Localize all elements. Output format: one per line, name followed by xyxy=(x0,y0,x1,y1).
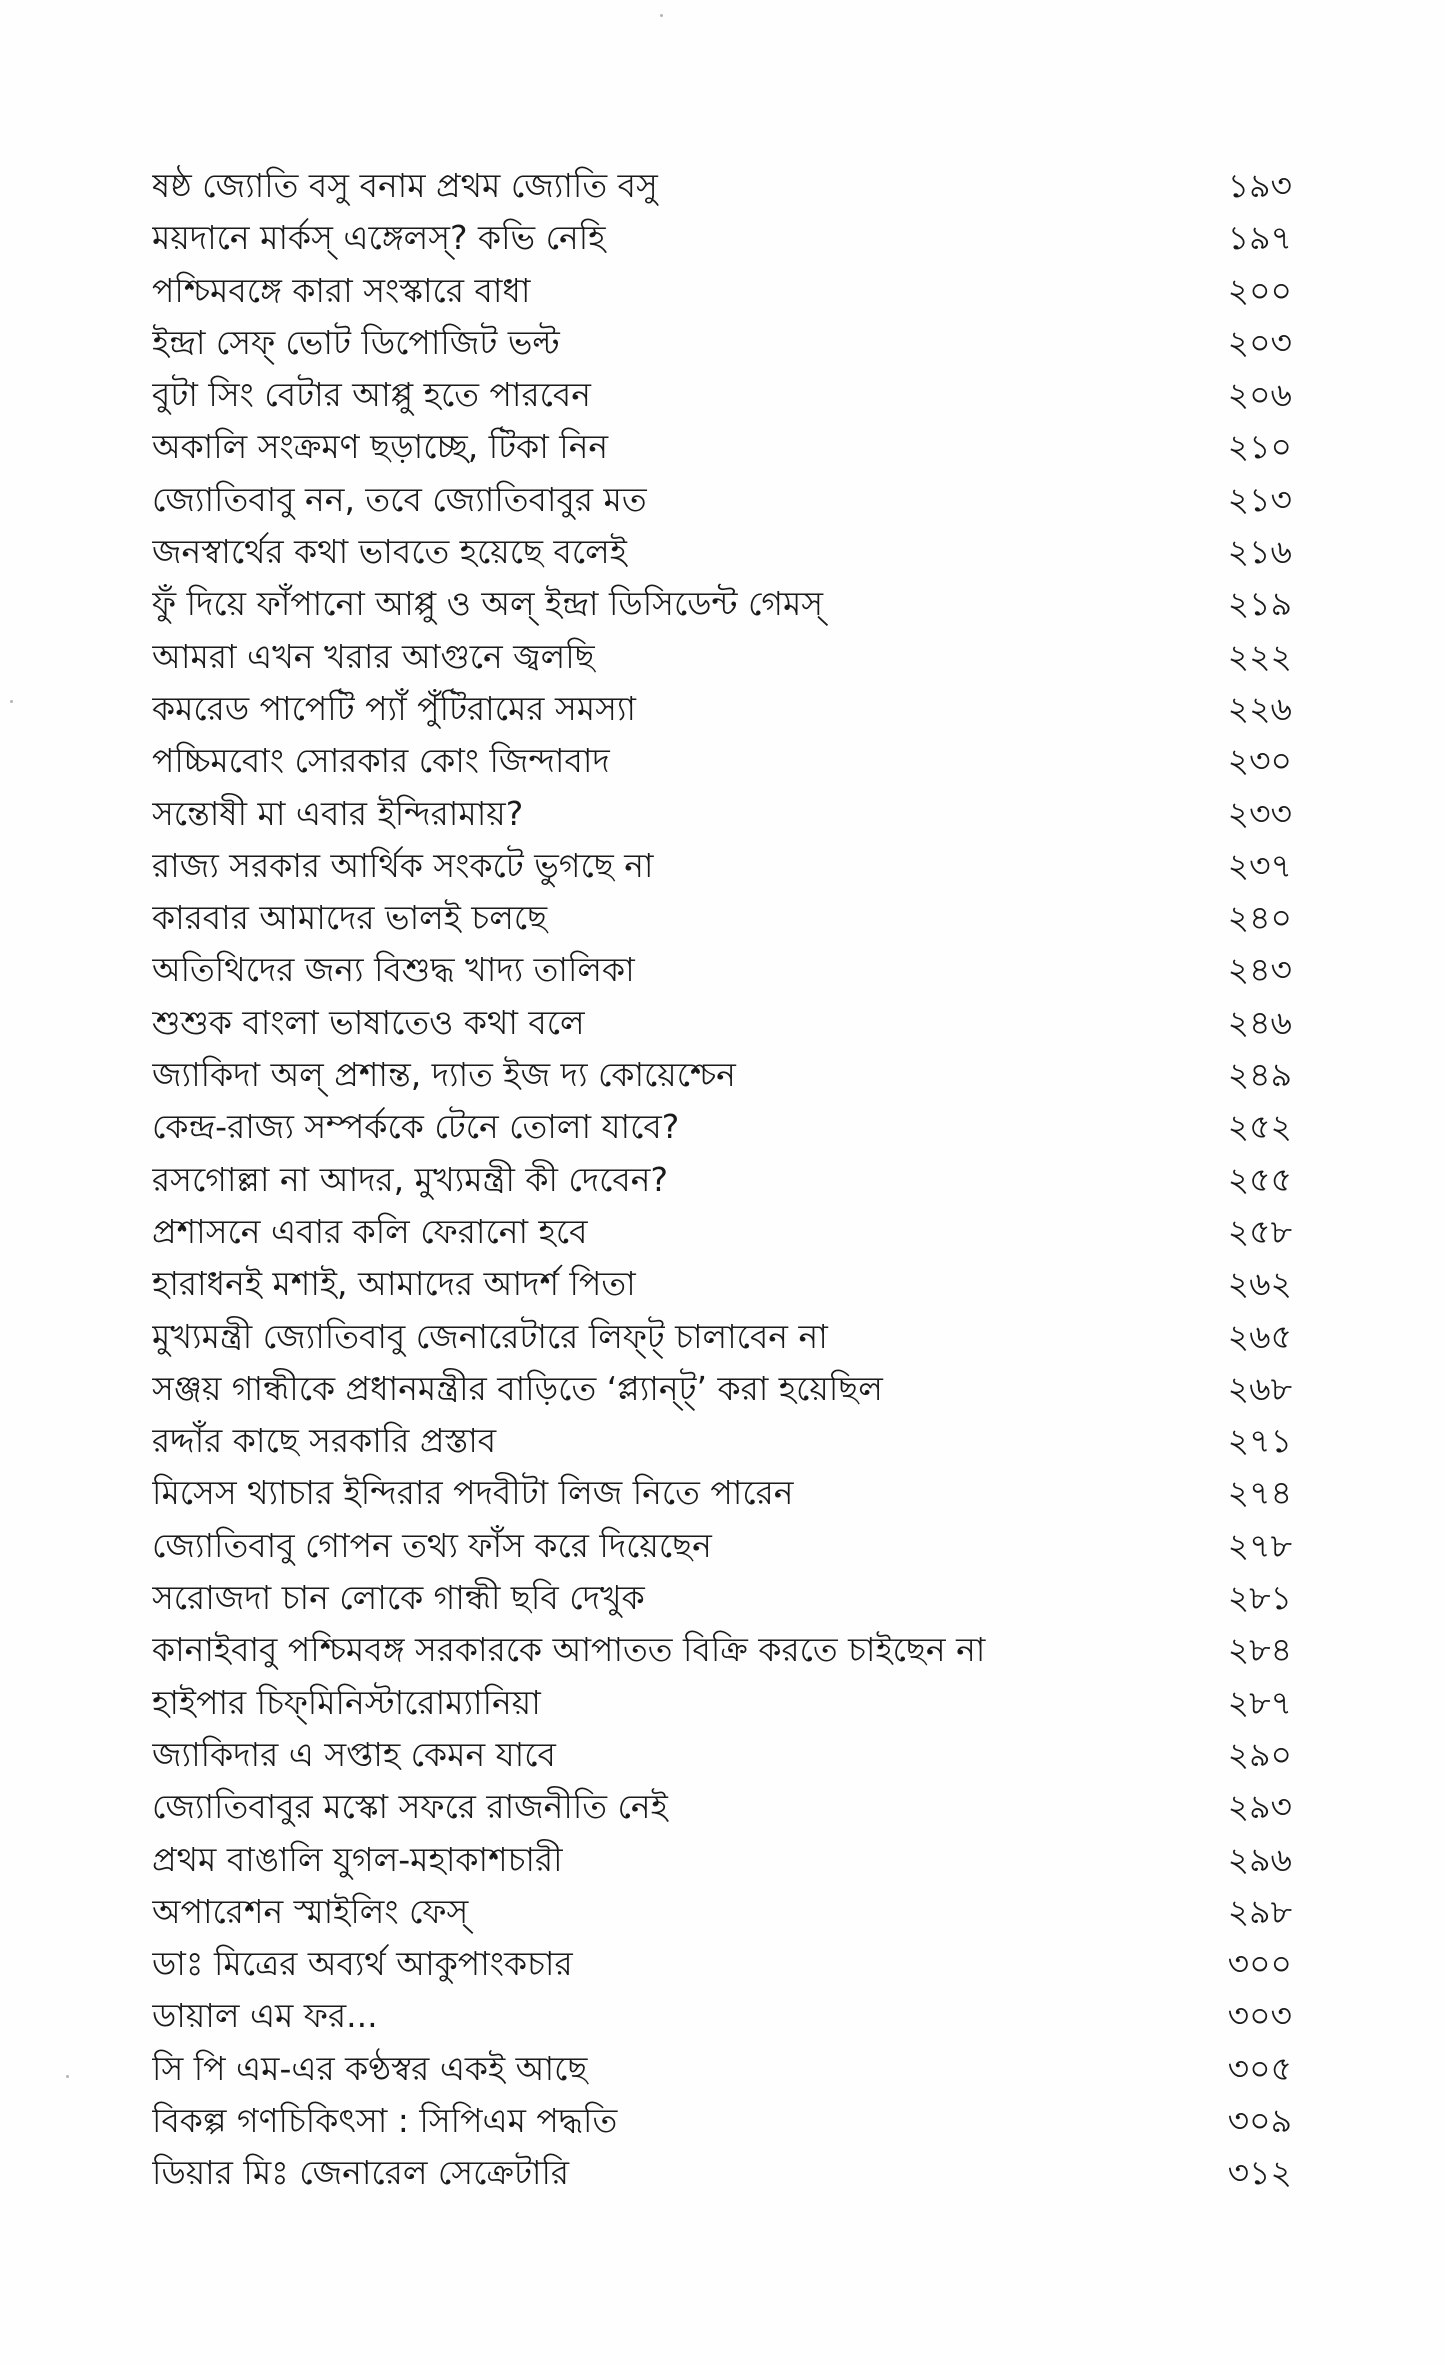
toc-entry-title: জ্যাকিদা অল্‌ প্রশান্ত, দ্যাত ইজ দ্য কোয়েশ্চেন xyxy=(152,1055,736,1095)
toc-entry xyxy=(152,1467,1292,1519)
toc-entry-page-number: ২৮৭ xyxy=(1227,1682,1292,1722)
toc-entry-page-number: ২৫৮ xyxy=(1227,1211,1292,1251)
toc-entry-page-number: ২১০ xyxy=(1227,427,1292,467)
toc-entry-page-number: ২৯০ xyxy=(1227,1734,1292,1774)
toc-entry-title: অপারেশন স্মাইলিং ফেস্‌ xyxy=(152,1891,469,1931)
toc-entry xyxy=(152,1049,1292,1101)
toc-entry xyxy=(152,1101,1292,1153)
toc-entry-title: কানাইবাবু পশ্চিমবঙ্গ সরকারকে আপাতত বিক্রি করতে চাইছেন না xyxy=(152,1630,986,1670)
toc-entry xyxy=(152,1258,1292,1310)
toc-entry-title: ডায়াল এম ফর... xyxy=(152,1996,378,2036)
toc-entry xyxy=(152,2147,1292,2199)
toc-entry-page-number: ২৯৩ xyxy=(1227,1787,1292,1827)
toc-entry-page-number: ২২২ xyxy=(1227,636,1292,676)
toc-entry-title: ইন্দ্রা সেফ্‌ ভোট ডিপোজিট ভল্ট xyxy=(152,322,560,362)
toc-entry-page-number: ২৭৪ xyxy=(1227,1473,1292,1513)
toc-entry-title: অতিথিদের জন্য বিশুদ্ধ খাদ্য তালিকা xyxy=(152,950,635,990)
toc-entry xyxy=(152,1781,1292,1833)
toc-entry-page-number: ২৩৭ xyxy=(1227,845,1292,885)
toc-entry xyxy=(152,526,1292,578)
toc-entry-title: মুখ্যমন্ত্রী জ্যোতিবাবু জেনারেটারে লিফ্‌ট্‌ চালাবেন না xyxy=(152,1316,828,1356)
toc-entry-title: পচ্চিমবোং সোরকার কোং জিন্দাবাদ xyxy=(152,741,610,781)
toc-entry-page-number: ২৫৫ xyxy=(1227,1159,1292,1199)
toc-entry-title: সঞ্জয় গান্ধীকে প্রধানমন্ত্রীর বাড়িতে ‘প্ল্যান্ট্‌’ করা হয়েছিল xyxy=(152,1368,883,1408)
toc-entry-title: ফুঁ দিয়ে ফাঁপানো আপ্পু ও অল্‌ ইন্দ্রা ডিসিডেন্ট গেমস্‌ xyxy=(152,584,824,624)
toc-entry-page-number: ২৯৮ xyxy=(1227,1891,1292,1931)
toc-entry-page-number: ২৩০ xyxy=(1227,741,1292,781)
toc-entry-page-number: ২৯৬ xyxy=(1227,1839,1292,1879)
toc-entry-title: সন্তোষী মা এবার ইন্দিরামায়? xyxy=(152,793,524,833)
toc-entry-page-number: ৩০৯ xyxy=(1227,2100,1292,2140)
paper-speck xyxy=(660,14,663,17)
toc-entry xyxy=(152,1415,1292,1467)
toc-entry-title: কমরেড পাপেটি প্যাঁ পুঁটিরামের সমস্যা xyxy=(152,688,637,728)
toc-entry xyxy=(152,1677,1292,1729)
toc-entry-page-number: ২৪০ xyxy=(1227,898,1292,938)
toc-entry-title: শুশুক বাংলা ভাষাতেও কথা বলে xyxy=(152,1002,585,1042)
toc-entry-page-number: ২৪৯ xyxy=(1227,1055,1292,1095)
toc-entry-page-number: ২০৬ xyxy=(1227,375,1292,415)
toc-entry-title: রসগোল্লা না আদর, মুখ্যমন্ত্রী কী দেবেন? xyxy=(152,1159,668,1199)
toc-entry-title: কেন্দ্র-রাজ্য সম্পর্ককে টেনে তোলা যাবে? xyxy=(152,1107,680,1147)
toc-entry xyxy=(152,1206,1292,1258)
toc-entry xyxy=(152,944,1292,996)
toc-entry-page-number: ২৬৮ xyxy=(1227,1368,1292,1408)
toc-entry-title: রাজ্য সরকার আর্থিক সংকটে ভুগছে না xyxy=(152,845,654,885)
toc-entry-page-number: ২১৩ xyxy=(1227,479,1292,519)
toc-entry-page-number: ২৬৫ xyxy=(1227,1316,1292,1356)
table-of-contents xyxy=(152,160,1292,2200)
toc-entry-page-number: ২৩৩ xyxy=(1227,793,1292,833)
toc-entry-page-number: ২০৩ xyxy=(1227,322,1292,362)
toc-entry-page-number: ৩০০ xyxy=(1227,1944,1292,1984)
toc-entry-page-number: ৩০৩ xyxy=(1227,1996,1292,2036)
toc-entry xyxy=(152,1154,1292,1206)
toc-entry xyxy=(152,1520,1292,1572)
toc-entry-title: ময়দানে মার্কস্‌ এঙ্গেলস্‌? কভি নেহি xyxy=(152,218,606,258)
toc-entry xyxy=(152,1311,1292,1363)
toc-entry xyxy=(152,997,1292,1049)
toc-entry-title: আমরা এখন খরার আগুনে জ্বলছি xyxy=(152,636,595,676)
toc-entry-title: হারাধনই মশাই, আমাদের আদর্শ পিতা xyxy=(152,1264,636,1304)
toc-entry-page-number: ৩১২ xyxy=(1227,2153,1292,2193)
toc-entry xyxy=(152,1624,1292,1676)
toc-entry-title: বুটা সিং বেটার আপ্পু হতে পারবেন xyxy=(152,375,591,415)
toc-entry xyxy=(152,265,1292,317)
toc-entry-title: জনস্বার্থের কথা ভাবতে হয়েছে বলেই xyxy=(152,532,627,572)
toc-entry xyxy=(152,1363,1292,1415)
toc-entry xyxy=(152,2043,1292,2095)
toc-entry-title: জ্যাকিদার এ সপ্তাহ কেমন যাবে xyxy=(152,1734,556,1774)
toc-entry-title: ডিয়ার মিঃ জেনারেল সেক্রেটারি xyxy=(152,2153,570,2193)
toc-entry-page-number: ২৭১ xyxy=(1227,1421,1292,1461)
toc-entry-title: মিসেস থ্যাচার ইন্দিরার পদবীটা লিজ নিতে পারেন xyxy=(152,1473,794,1513)
toc-entry-title: প্রথম বাঙালি যুগল-মহাকাশচারী xyxy=(152,1839,563,1879)
toc-entry-title: ষষ্ঠ জ্যোতি বসু বনাম প্রথম জ্যোতি বসু xyxy=(152,166,658,205)
toc-entry-page-number: ১৯৩ xyxy=(1227,166,1292,205)
toc-entry xyxy=(152,160,1292,212)
toc-entry-title: সি পি এম-এর কণ্ঠস্বর একই আছে xyxy=(152,2048,588,2088)
toc-entry xyxy=(152,892,1292,944)
toc-entry xyxy=(152,212,1292,264)
toc-entry-page-number: ২১৯ xyxy=(1227,584,1292,624)
toc-entry-page-number: ২৬২ xyxy=(1227,1264,1292,1304)
toc-entry xyxy=(152,1990,1292,2042)
toc-entry-title: অকালি সংক্রমণ ছড়াচ্ছে, টিকা নিন xyxy=(152,427,609,467)
paper-speck xyxy=(10,700,13,703)
toc-entry xyxy=(152,421,1292,473)
toc-entry-title: কারবার আমাদের ভালই চলছে xyxy=(152,898,548,938)
toc-entry-title: প্রশাসনে এবার কলি ফেরানো হবে xyxy=(152,1211,588,1251)
toc-entry xyxy=(152,369,1292,421)
toc-entry xyxy=(152,578,1292,630)
toc-entry-title: জ্যোতিবাবু নন, তবে জ্যোতিবাবুর মত xyxy=(152,479,647,519)
toc-entry-title: রদ্দাঁর কাছে সরকারি প্রস্তাব xyxy=(152,1421,497,1461)
toc-entry xyxy=(152,840,1292,892)
toc-entry-title: পশ্চিমবঙ্গে কারা সংস্কারে বাধা xyxy=(152,270,531,310)
toc-entry xyxy=(152,788,1292,840)
toc-entry-title: বিকল্প গণচিকিৎসা : সিপিএম পদ্ধতি xyxy=(152,2100,618,2140)
toc-entry-page-number: ২৭৮ xyxy=(1227,1525,1292,1565)
toc-entry xyxy=(152,1729,1292,1781)
toc-entry-title: হাইপার চিফ্‌মিনিস্টারোম্যানিয়া xyxy=(152,1682,541,1722)
toc-entry-page-number: ২২৬ xyxy=(1227,688,1292,728)
toc-entry xyxy=(152,474,1292,526)
toc-entry xyxy=(152,1572,1292,1624)
toc-entry xyxy=(152,735,1292,787)
toc-entry-page-number: ২৪৩ xyxy=(1227,950,1292,990)
toc-entry-page-number: ২১৬ xyxy=(1227,532,1292,572)
toc-entry-page-number: ২৪৬ xyxy=(1227,1002,1292,1042)
toc-entry-page-number: ২৮৪ xyxy=(1227,1630,1292,1670)
toc-entry-page-number: ১৯৭ xyxy=(1227,218,1292,258)
toc-entry-title: ডাঃ মিত্রের অব্যর্থ আকুপাংকচার xyxy=(152,1944,573,1984)
toc-entry-page-number: ২৮১ xyxy=(1227,1578,1292,1618)
toc-entry xyxy=(152,631,1292,683)
toc-entry xyxy=(152,1886,1292,1938)
toc-entry xyxy=(152,2095,1292,2147)
toc-entry xyxy=(152,1834,1292,1886)
toc-entry xyxy=(152,1938,1292,1990)
toc-entry-title: জ্যোতিবাবুর মস্কো সফরে রাজনীতি নেই xyxy=(152,1787,668,1827)
toc-entry-page-number: ৩০৫ xyxy=(1227,2048,1292,2088)
toc-entry-page-number: ২০০ xyxy=(1227,270,1292,310)
paper-speck xyxy=(66,2075,69,2078)
toc-entry xyxy=(152,317,1292,369)
toc-entry-title: সরোজদা চান লোকে গান্ধী ছবি দেখুক xyxy=(152,1578,645,1618)
toc-entry xyxy=(152,683,1292,735)
toc-entry-title: জ্যোতিবাবু গোপন তথ্য ফাঁস করে দিয়েছেন xyxy=(152,1525,712,1565)
toc-entry-page-number: ২৫২ xyxy=(1227,1107,1292,1147)
